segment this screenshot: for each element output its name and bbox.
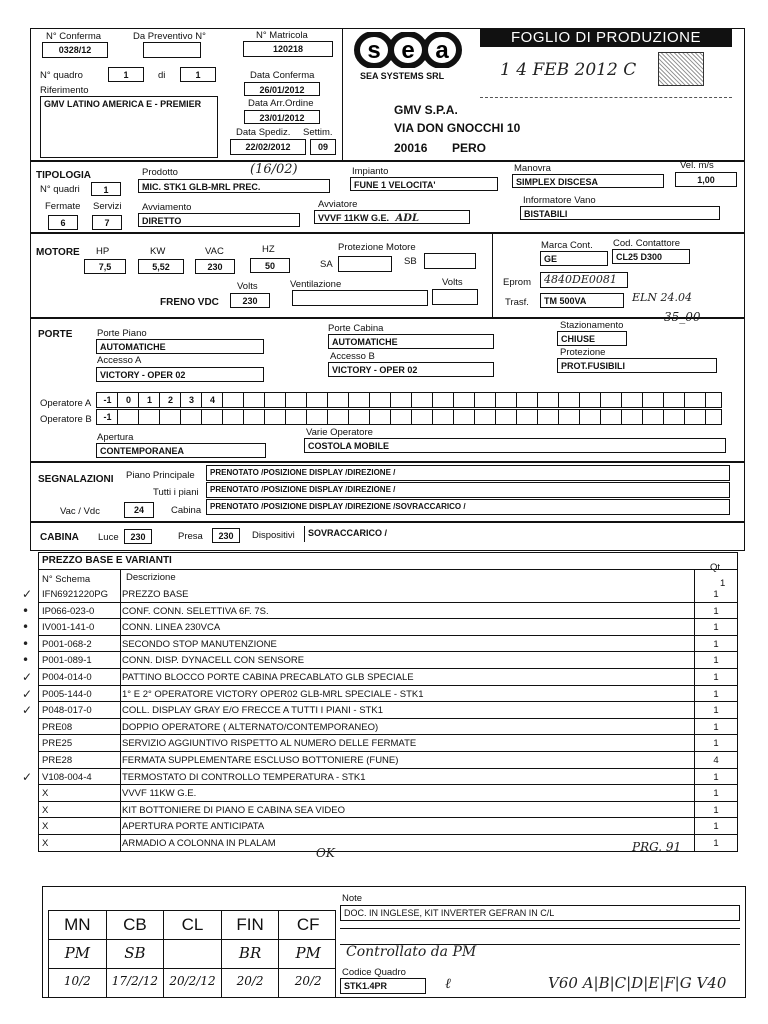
- manovra-field[interactable]: SIMPLEX DISCESA: [512, 174, 664, 188]
- table-row: [38, 785, 738, 802]
- preventivo-label: Da Preventivo N°: [133, 31, 206, 42]
- prodotto-note: (16/02): [250, 162, 298, 177]
- note-field[interactable]: DOC. IN INGLESE, KIT INVERTER GEFRAN IN C/L: [340, 905, 740, 921]
- hp-field[interactable]: 7,5: [84, 259, 126, 274]
- row-description: CONN. DISP. DYNACELL CON SENSORE: [122, 655, 305, 667]
- table-row: [22, 669, 738, 686]
- received-stamp: 1 4 FEB 2012 C: [500, 60, 637, 80]
- cod-field[interactable]: CL25 D300: [612, 249, 690, 264]
- col-desc-header: Descrizione: [126, 572, 176, 583]
- row-description: CONF. CONN. SELETTIVA 6F. 7S.: [122, 605, 269, 617]
- note-label: Note: [342, 893, 363, 904]
- check-mark-icon: ✓: [22, 587, 33, 601]
- table-row: [22, 652, 738, 669]
- avviamento-label: Avviamento: [142, 202, 192, 213]
- row-code: P048-017-0: [42, 705, 92, 717]
- vac-vdc-label: Vac / Vdc: [60, 506, 100, 517]
- operatore-a-grid[interactable]: [96, 392, 722, 408]
- check-mark-icon: ✓: [22, 670, 33, 684]
- row-qty: 1: [713, 771, 719, 783]
- row-description: TERMOSTATO DI CONTROLLO TEMPERATURA - STK1: [122, 771, 366, 783]
- row-code: P004-014-0: [42, 672, 92, 683]
- operatore-a-label: Operatore A: [40, 398, 92, 409]
- signature-date[interactable]: 20/2/12: [169, 974, 216, 988]
- eprom-label: Eprom: [503, 277, 531, 288]
- impianto-field[interactable]: FUNE 1 VELOCITA': [350, 177, 498, 191]
- row-qty: 1: [713, 638, 719, 650]
- kw-label: KW: [150, 246, 166, 257]
- signature-date[interactable]: 20/2: [294, 974, 322, 988]
- col-schema-header: N° Schema: [42, 574, 91, 585]
- cod-label: Cod. Contattore: [613, 238, 681, 249]
- row-code: X: [42, 804, 49, 816]
- production-title: FOGLIO DI PRODUZIONE: [480, 29, 732, 47]
- check-mark-icon: •: [22, 653, 30, 668]
- data-spediz-label: Data Spediz.: [236, 127, 291, 138]
- row-qty: 1: [713, 804, 719, 816]
- header-qt: 1: [720, 578, 726, 589]
- trasf-note: ELN 24.04: [632, 291, 692, 304]
- logo-letter-e: e: [401, 37, 415, 64]
- codice-handwritten: V60 A|B|C|D|E|F|G V40: [548, 974, 727, 992]
- luce-label: Luce: [98, 532, 119, 543]
- client-zip: 20016: [394, 141, 428, 155]
- freno-field[interactable]: 230: [230, 293, 270, 308]
- signature-header: CF: [296, 915, 320, 934]
- table-row: [38, 802, 738, 819]
- signature-column: [49, 911, 107, 997]
- matricola-label: N° Matricola: [256, 30, 308, 41]
- protezione-porte-label: Protezione: [560, 347, 606, 358]
- segnalazioni-title: SEGNALAZIONI: [38, 474, 114, 485]
- data-conferma-field[interactable]: 26/01/2012: [244, 82, 320, 96]
- presa-label: Presa: [178, 531, 203, 542]
- avviamento-field[interactable]: DIRETTO: [138, 213, 300, 227]
- table-row: [22, 686, 738, 703]
- operatore-b-cell[interactable]: -1: [103, 412, 112, 422]
- table-row: [22, 619, 738, 636]
- logo-subtitle: SEA SYSTEMS SRL: [360, 71, 445, 81]
- trasf-label: Trasf.: [505, 297, 529, 308]
- row-code: X: [42, 838, 49, 849]
- avviatore-note: ADL: [395, 213, 420, 224]
- logo-letter-a: a: [435, 37, 449, 64]
- table-row: [22, 603, 738, 620]
- presa-field[interactable]: 230: [212, 528, 240, 543]
- table-row: [38, 752, 738, 769]
- avviatore-field[interactable]: [314, 210, 470, 224]
- prezzo-title: PREZZO BASE E VARIANTI: [42, 555, 172, 566]
- staz-label: Stazionamento: [560, 320, 624, 331]
- varie-field[interactable]: COSTOLA MOBILE: [304, 438, 726, 453]
- row-description: SERVIZIO AGGIUNTIVO RISPETTO AL NUMERO DELLE FERMATE: [122, 738, 417, 750]
- fermate-label: Fermate: [45, 201, 81, 212]
- operatore-a-cell[interactable]: 4: [209, 395, 215, 405]
- sa-label: SA: [320, 259, 333, 270]
- hp-label: HP: [96, 246, 110, 257]
- preventivo-field[interactable]: [143, 42, 201, 58]
- servizi-field[interactable]: 7: [92, 215, 122, 230]
- row-description: CONN. LINEA 230VCA: [122, 622, 221, 634]
- conferma-field[interactable]: 0328/12: [42, 42, 108, 58]
- vel-label: Vel. m/s: [680, 160, 714, 171]
- row-qty: 1: [713, 821, 719, 833]
- signature-column: [279, 911, 337, 997]
- operatore-b-grid[interactable]: [96, 409, 722, 425]
- operatore-a-cell[interactable]: 1: [146, 395, 152, 405]
- sea-logo: [354, 32, 462, 72]
- row-description: APERTURA PORTE ANTICIPATA: [122, 821, 265, 833]
- operatore-a-cell[interactable]: -1: [103, 395, 112, 405]
- hz-field[interactable]: 50: [250, 258, 290, 273]
- row-description: COLL. DISPLAY GRAY E/O FRECCE A TUTTI I PIANI - STK1: [122, 705, 383, 717]
- varie-label: Varie Operatore: [306, 427, 373, 438]
- row-qty: 1: [713, 688, 719, 700]
- check-mark-icon: •: [22, 636, 30, 651]
- row-description: KIT BOTTONIERE DI PIANO E CABINA SEA VIDEO: [122, 804, 345, 816]
- hz-label: HZ: [262, 244, 275, 255]
- signature-date[interactable]: 10/2: [63, 974, 91, 988]
- row-code: P001-068-2: [42, 638, 92, 650]
- dispositivi-field[interactable]: SOVRACCARICO /: [304, 526, 730, 542]
- ventilazione-label: Ventilazione: [290, 279, 342, 290]
- volts-label: Volts: [237, 281, 258, 292]
- motore-title: MOTORE: [36, 247, 80, 258]
- row-qty: 1: [713, 788, 719, 800]
- row-description: DOPPIO OPERATORE ( ALTERNATO/CONTEMPORANEO): [122, 721, 379, 733]
- row-code: IP066-023-0: [42, 605, 95, 617]
- row-qty: 1: [713, 605, 719, 617]
- codice-label: Codice Quadro: [342, 967, 406, 978]
- table-row: [22, 769, 738, 786]
- row-description: SECONDO STOP MANUTENZIONE: [122, 638, 277, 650]
- prodotto-field[interactable]: MIC. STK1 GLB-MRL PREC.: [138, 179, 330, 193]
- table-row: [38, 735, 738, 752]
- protezione-label: Protezione Motore: [338, 242, 416, 253]
- signature-initials[interactable]: PM: [295, 944, 321, 962]
- marca-field[interactable]: GE: [540, 251, 608, 266]
- note-prg: PRG. 91: [632, 840, 682, 854]
- variant-table: [22, 586, 738, 852]
- check-mark-icon: ✓: [22, 769, 33, 784]
- row-qty: 1: [713, 721, 719, 733]
- quadro-label: N° quadro: [40, 70, 83, 81]
- row-code: IFN6921220PG: [42, 589, 109, 600]
- conferma-label: N° Conferma: [46, 31, 102, 42]
- signature-header: FIN: [236, 915, 264, 934]
- row-qty: 1: [713, 622, 719, 634]
- signature-initials[interactable]: PM: [64, 944, 91, 962]
- row-code: X: [42, 788, 49, 800]
- operatore-a-cell[interactable]: 2: [167, 395, 173, 405]
- cabina-door-label: Porte Cabina: [328, 323, 384, 334]
- accesso-a-field[interactable]: VICTORY - OPER 02: [96, 367, 264, 382]
- cabina-title: CABINA: [40, 532, 79, 543]
- piano-principale-field[interactable]: PRENOTATO /POSIZIONE DISPLAY /DIREZIONE /: [206, 465, 730, 481]
- accesso-b-field[interactable]: VICTORY - OPER 02: [328, 362, 494, 377]
- avviatore-label: Avviatore: [318, 199, 358, 210]
- data-spediz-field[interactable]: 22/02/2012: [230, 139, 306, 155]
- fermate-field[interactable]: 6: [48, 215, 78, 230]
- volts2-label: Volts: [442, 277, 463, 288]
- signature-column: [222, 911, 280, 997]
- sb-label: SB: [404, 256, 417, 267]
- logo-letter-s: s: [367, 37, 381, 64]
- riferimento-field[interactable]: GMV LATINO AMERICA E - PREMIER: [40, 96, 218, 158]
- vac-field[interactable]: 230: [195, 259, 235, 274]
- apertura-field[interactable]: CONTEMPORANEA: [96, 443, 266, 458]
- client-city: PERO: [452, 141, 487, 155]
- cabina-sig-label: Cabina: [171, 505, 202, 516]
- check-mark-icon: •: [22, 620, 30, 635]
- staz-field[interactable]: CHIUSE: [557, 331, 627, 346]
- signature-initials[interactable]: BR: [238, 944, 262, 962]
- operatore-a-cell[interactable]: 0: [125, 395, 131, 405]
- informatore-field[interactable]: BISTABILI: [520, 206, 720, 220]
- note-ok: OK: [316, 846, 335, 860]
- check-mark-icon: ✓: [22, 686, 33, 701]
- client-street: VIA DON GNOCCHI 10: [394, 121, 521, 135]
- stamp-dotted-border: [480, 50, 732, 98]
- signature-date[interactable]: 17/2/12: [111, 974, 159, 988]
- piano-label: Porte Piano: [97, 328, 147, 339]
- tutti-field[interactable]: PRENOTATO /POSIZIONE DISPLAY /DIREZIONE /: [206, 482, 730, 498]
- data-conferma-label: Data Conferma: [250, 70, 315, 81]
- servizi-label: Servizi: [93, 201, 122, 212]
- signature-mark: ℓ: [445, 976, 451, 992]
- marca-label: Marca Cont.: [541, 240, 593, 251]
- piano-field[interactable]: AUTOMATICHE: [96, 339, 264, 354]
- ventilazione-field[interactable]: [292, 290, 428, 306]
- signature-date[interactable]: 20/2: [236, 974, 264, 988]
- operatore-b-label: Operatore B: [40, 414, 92, 425]
- di-field[interactable]: 1: [180, 67, 216, 82]
- avviatore-value: VVVF 11KW G.E.: [318, 213, 390, 223]
- eprom-field[interactable]: 4840DE0081: [540, 272, 628, 288]
- signature-header: MN: [64, 915, 91, 934]
- quadri-label: N° quadri: [40, 184, 80, 195]
- signature-header: CB: [123, 915, 147, 934]
- quadro-field[interactable]: 1: [108, 67, 144, 82]
- impianto-label: Impianto: [352, 166, 389, 177]
- quadri-field[interactable]: 1: [91, 182, 121, 196]
- row-code: IV001-141-0: [42, 622, 95, 634]
- row-code: V108-004-4: [42, 771, 92, 783]
- row-description: ARMADIO A COLONNA IN PLALAM: [122, 838, 276, 849]
- sa-field[interactable]: [338, 256, 392, 272]
- luce-field[interactable]: 230: [124, 529, 152, 544]
- signature-header: CL: [181, 915, 204, 934]
- settim-field[interactable]: 09: [310, 139, 336, 155]
- table-row: [38, 818, 738, 835]
- sb-field[interactable]: [424, 253, 476, 269]
- check-mark-icon: •: [22, 603, 30, 618]
- client-name: GMV S.P.A.: [394, 103, 458, 117]
- apertura-label: Apertura: [97, 432, 134, 443]
- accesso-a-label: Accesso A: [97, 355, 142, 366]
- row-code: PRE08: [42, 721, 73, 733]
- freno-label: FRENO VDC: [160, 297, 219, 308]
- tutti-label: Tutti i piani: [153, 487, 199, 498]
- controllato-signature: Controllato da PM: [346, 944, 477, 960]
- row-qty: 4: [713, 755, 719, 766]
- row-qty: 1: [713, 738, 719, 750]
- row-description: 1° E 2° OPERATORE VICTORY OPER02 GLB-MRL SPECIALE - STK1: [122, 688, 424, 700]
- table-row: [38, 719, 738, 736]
- porte-title: PORTE: [38, 329, 73, 340]
- signature-grid: [48, 910, 336, 998]
- vac-label: VAC: [205, 246, 224, 257]
- table-row: [22, 702, 738, 719]
- operatore-a-cell[interactable]: 3: [188, 395, 194, 405]
- row-code: P005-144-0: [42, 688, 92, 700]
- row-code: PRE25: [42, 738, 73, 750]
- settim-label: Settim.: [303, 127, 333, 138]
- accesso-b-label: Accesso B: [330, 351, 375, 362]
- vac-vdc-field[interactable]: 24: [124, 502, 154, 518]
- trasf-field[interactable]: TM 500VA: [540, 293, 624, 308]
- signature-initials[interactable]: SB: [124, 944, 146, 962]
- prodotto-label: Prodotto: [142, 167, 178, 178]
- vel-field[interactable]: 1,00: [675, 172, 737, 187]
- table-row: [22, 636, 738, 653]
- data-arr-field[interactable]: 23/01/2012: [244, 110, 320, 124]
- row-qty: 1: [713, 838, 719, 849]
- dispositivi-label: Dispositivi: [252, 530, 295, 541]
- row-code: X: [42, 821, 49, 833]
- codice-field[interactable]: STK1.4PR: [340, 978, 426, 994]
- row-description: PATTINO BLOCCO PORTE CABINA PRECABLATO GLB SPECIALE: [122, 672, 414, 683]
- kw-field[interactable]: 5,52: [138, 259, 184, 274]
- matricola-field[interactable]: 120218: [243, 41, 333, 57]
- data-arr-label: Data Arr.Ordine: [248, 98, 314, 109]
- informatore-label: Informatore Vano: [523, 195, 596, 206]
- row-qty: 1: [713, 705, 719, 717]
- signature-column: [107, 911, 165, 997]
- col-qt-header: Qt.: [710, 562, 723, 573]
- di-label: di: [158, 70, 166, 81]
- protezione-porte-field[interactable]: PROT.FUSIBILI: [557, 358, 717, 373]
- cabina-sig-field[interactable]: PRENOTATO /POSIZIONE DISPLAY /DIREZIONE /SOVRACCARICO /: [206, 499, 730, 515]
- tipologia-title: TIPOLOGIA: [36, 170, 91, 181]
- cabina-door-field[interactable]: AUTOMATICHE: [328, 334, 494, 349]
- row-qty: 1: [713, 672, 719, 683]
- extra-note: 35_00: [664, 310, 701, 324]
- check-mark-icon: ✓: [22, 703, 33, 718]
- row-qty: 1: [713, 655, 719, 667]
- manovra-label: Manovra: [514, 163, 551, 174]
- volts2-field[interactable]: [432, 289, 478, 305]
- row-qty: 1: [713, 589, 719, 600]
- piano-principale-label: Piano Principale: [126, 470, 195, 481]
- row-description: VVVF 11KW G.E.: [122, 788, 197, 800]
- row-code: P001-089-1: [42, 655, 92, 667]
- riferimento-label: Riferimento: [40, 85, 89, 96]
- row-description: FERMATA SUPPLEMENTARE ESCLUSO BOTTONIERE (FUNE): [122, 755, 399, 766]
- signature-column: [164, 911, 222, 997]
- table-row: [22, 586, 738, 603]
- row-description: PREZZO BASE: [122, 589, 189, 600]
- row-code: PRE28: [42, 755, 73, 766]
